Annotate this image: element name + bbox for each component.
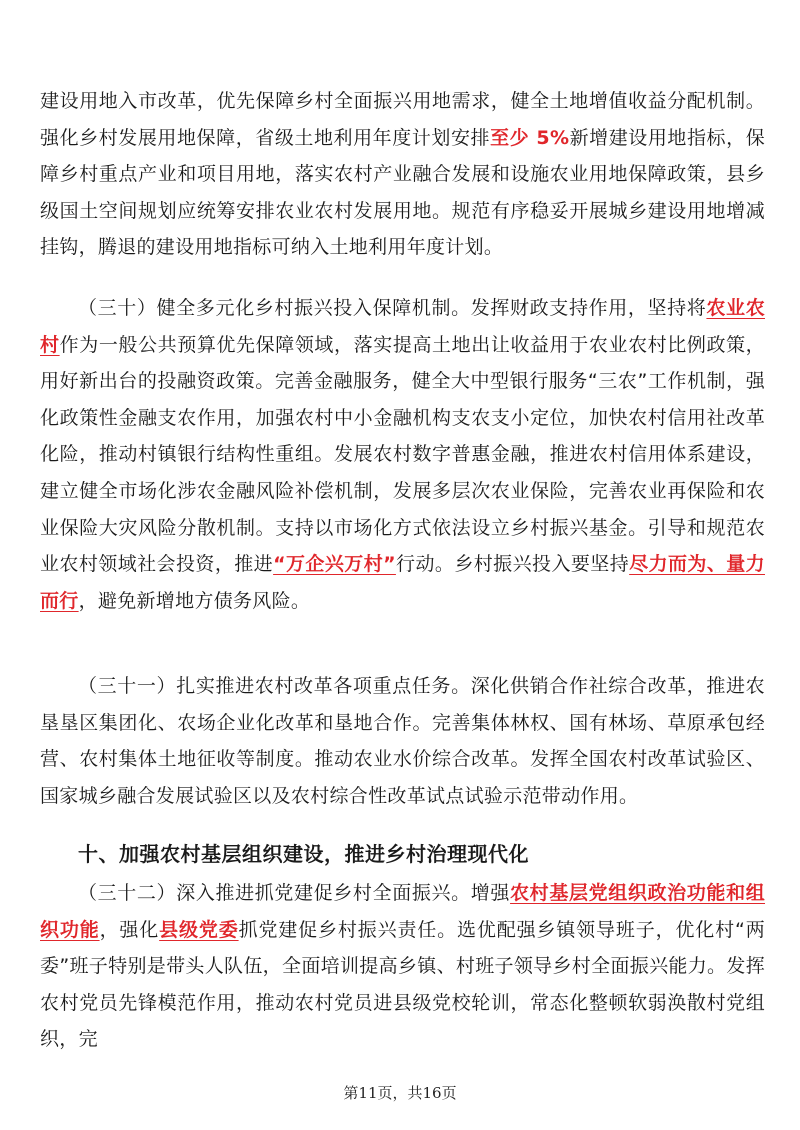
highlighted-text: 尽力而为、量力而行 xyxy=(40,553,765,612)
highlighted-text: 农业农村 xyxy=(40,297,765,356)
paragraph-land-use xyxy=(40,83,765,266)
body-text: ，强化 xyxy=(99,918,160,941)
body-text: 行动。乡村振兴投入要坚持 xyxy=(395,553,630,576)
paragraph-item-30 xyxy=(40,290,765,619)
highlighted-text: 至少 5% xyxy=(490,126,570,149)
paragraph-item-31 xyxy=(40,668,765,814)
body-text: ，避免新增地方债务风险。 xyxy=(78,589,311,612)
highlighted-text: “万企兴万村” xyxy=(273,553,396,576)
body-text: （三十）健全多元化乡村振兴投入保障机制。发挥财政支持作用，坚持将 xyxy=(78,297,707,319)
body-text: 新增建设用地指标，保障乡村重点产业和项目用地，落实农村产业融合发展和设施农业用地保障政策，县乡级国土空间规划应统筹安排农业农村发展用地。规范有序稳妥开展城乡建设用地增减挂钩，腾退的建设用地指标可纳入土地利用年度计划。 xyxy=(40,126,765,259)
highlighted-text: 县级党委 xyxy=(159,918,239,941)
highlighted-text: 农村基层党组织政治功能和组织功能 xyxy=(40,882,766,941)
page-number-footer: 第11页，共16页 xyxy=(343,1084,457,1102)
body-text: 抓党建促乡村振兴责任。选优配强乡镇领导班子，优化村“两委”班子特别是带头人队伍，全面培训提高乡镇、村班子领导乡村全面振兴能力。发挥农村党员先锋模范作用，推动农村党员进县级党校轮训，常态化整顿软弱涣散村党组织，完 xyxy=(40,918,766,1051)
paragraph-item-32 xyxy=(40,875,765,1058)
body-text: 作为一般公共预算优先保障领域，落实提高土地出让收益用于农业农村比例政策，用好新出台的投融资政策。完善金融服务，健全大中型银行服务“三农”工作机制，强化政策性金融支农作用，加强农村中小金融机构支农支小定位，加快农村信用社改革化险，推动村镇银行结构性重组。发展农村数字普惠金融，推进农村信用体系建设，建立健全市场化涉农金融风险补偿机制，发展多层次农业保险，完善农业再保险和农业保险大灾风险分散机制。支持以市场化方式依法设立乡村振兴基金。引导和规范农业农村领域社会投资，推进 xyxy=(40,333,765,576)
body-text: 建设用地入市改革，优先保障乡村全面振兴用地需求，健全土地增值收益分配机制。强化乡村发展用地保障，省级土地利用年度计划安排 xyxy=(40,90,765,149)
body-text: （三十一）扎实推进农村改革各项重点任务。深化供销合作社综合改革，推进农垦垦区集团化、农场企业化改革和垦地合作。完善集体林权、国有林场、草原承包经营、农村集体土地征收等制度。推动农业水价综合改革。发挥全国农村改革试验区、国家城乡融合发展试验区以及农村综合性改革试点试验示范带动作用。 xyxy=(40,675,765,807)
body-text: （三十二）深入推进抓党建促乡村全面振兴。增强 xyxy=(78,882,511,904)
section-heading: 十、加强农村基层组织建设，推进乡村治理现代化 xyxy=(78,842,529,866)
